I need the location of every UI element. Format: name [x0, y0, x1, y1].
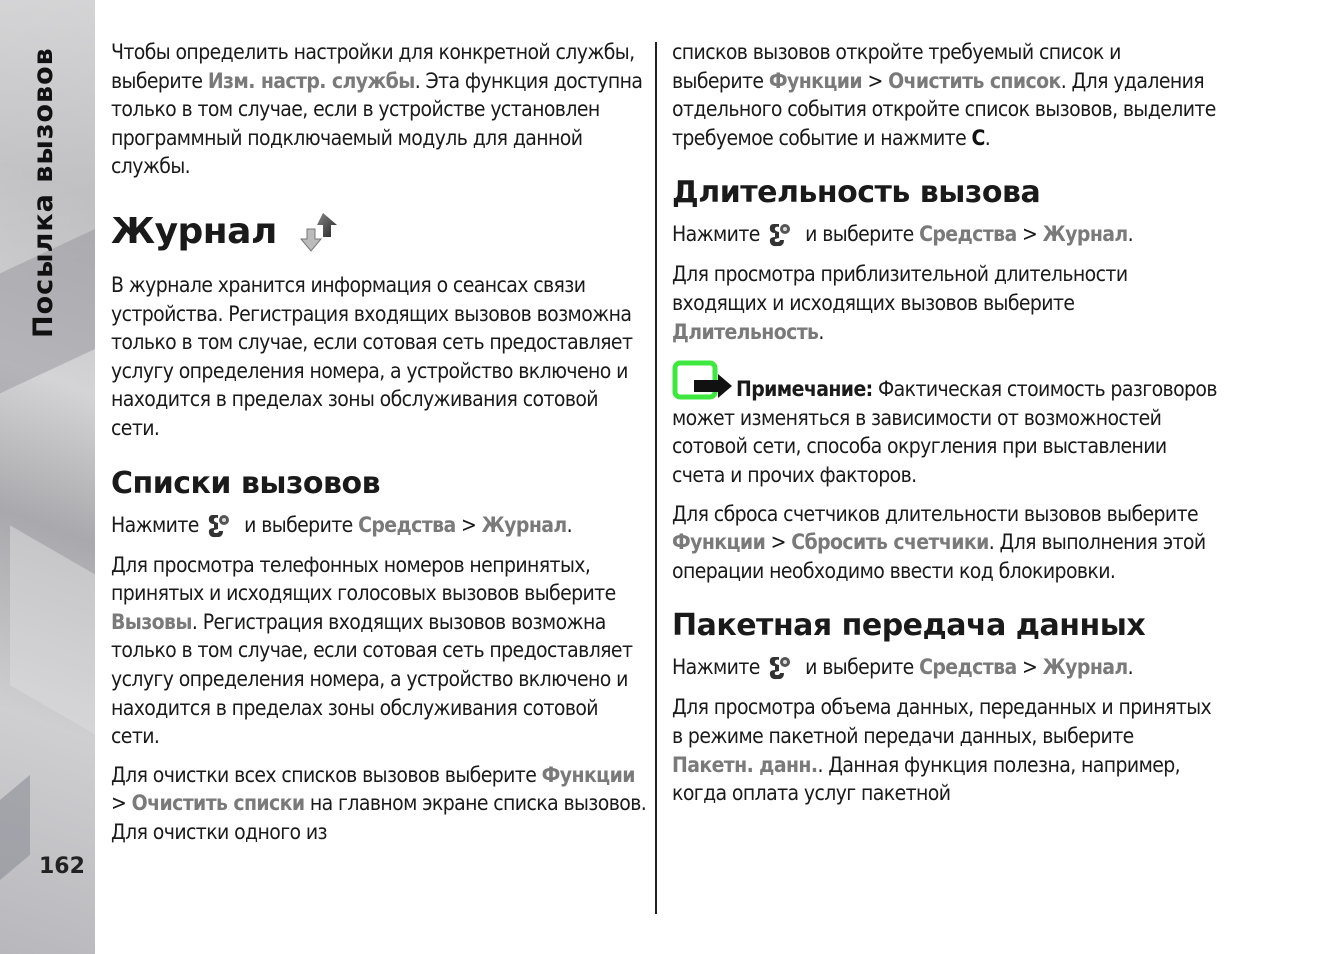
decorative-shard [0, 775, 30, 905]
ui-term: Средства [358, 512, 456, 537]
menu-key-icon [766, 220, 792, 250]
ui-term: Функции [541, 762, 635, 787]
ui-term: Пакетн. данн. [672, 752, 818, 777]
duration-paragraph: Для просмотра приблизительной длительности входящих и исходящих вызовов выберите Длительность. [672, 262, 1128, 344]
duration-nav: Нажмите и выберите Средства > Журнал. [672, 220, 1217, 250]
ui-term: Изм. настр. службы [207, 68, 415, 93]
log-heading: Журнал [111, 209, 651, 255]
packet-nav: Нажмите и выберите Средства > Журнал. [672, 653, 1217, 683]
call-lists-paragraph: Для просмотра телефонных номеров непринятых, принятых и исходящих голосовых вызовов выберите Вызовы. Регистрация входящих вызовов возможна только в том случае, если сотовая сеть предоставляет услугу определения номера, а устройство включено и находится в пределах зоны обслуживания сотовой сети. [111, 552, 633, 749]
ui-term: Журнал [1042, 655, 1128, 680]
ui-term: Очистить список [888, 68, 1061, 93]
ui-term: Вызовы [111, 609, 192, 634]
clear-lists-paragraph: Для очистки всех списков вызовов выберите Функции > Очистить списки на главном экране списка вызовов. Для очистки одного из [111, 762, 647, 844]
section-title: Посылка вызовов [28, 47, 59, 338]
sidebar-band [0, 0, 95, 954]
note-icon [672, 360, 734, 402]
packet-data-heading: Пакетная передача данных [672, 608, 1146, 644]
menu-key-icon [766, 653, 792, 683]
ui-term: Очистить списки [131, 791, 305, 816]
ui-term: Функции [768, 68, 863, 93]
ui-term: Средства [919, 655, 1017, 680]
log-paragraph: В журнале хранится информация о сеансах связи устройства. Регистрация входящих вызовов возможна только в том случае, если сотовая сеть предоставляет услугу определения номера, а устройство включено и находится в пределах зоны обслуживания сотовой сети. [111, 272, 633, 440]
column-divider [655, 42, 657, 914]
key-c: C [971, 125, 985, 150]
clear-list-paragraph: списков вызовов откройте требуемый список и выберите Функции > Очистить список. Для удаления отдельного события откройте список вызовов, выделите требуемое событие и нажмите C. [672, 40, 1216, 150]
call-lists-heading: Списки вызовов [111, 465, 381, 501]
call-lists-nav: Нажмите и выберите Средства > Журнал. [111, 511, 651, 541]
ui-term: Средства [919, 222, 1017, 247]
note-paragraph: Примечание: Фактическая стоимость разговоров может изменяться в зависимости от возможностей сотовой сети, способа округления при выставлении счета и прочих факторов. [672, 360, 1217, 489]
ui-term: Длительность [672, 319, 819, 344]
packet-paragraph: Для просмотра объема данных, переданных и принятых в режиме пакетной передачи данных, выберите Пакетн. данн.. Данная функция полезна, например, когда оплата услуг пакетной [672, 695, 1212, 806]
log-arrows-icon [293, 209, 347, 255]
ui-term: Сбросить счетчики [791, 530, 989, 555]
right-column [672, 38, 1217, 818]
ui-term: Журнал [1042, 222, 1128, 247]
ui-term: Функции [672, 530, 766, 555]
menu-key-icon [205, 511, 231, 541]
decorative-shard [10, 525, 95, 754]
duration-heading: Длительность вызова [672, 175, 1041, 211]
ui-term: Журнал [481, 512, 567, 537]
reset-paragraph: Для сброса счетчиков длительности вызовов выберите Функции > Сбросить счетчики. Для выполнения этой операции необходимо ввести код блокировки. [672, 501, 1206, 583]
left-column [111, 38, 651, 856]
page-number: 162 [39, 854, 85, 879]
intro-paragraph: Чтобы определить настройки для конкретной службы, выберите Изм. настр. службы. Эта функция доступна только в том случае, если в устройстве установлен программный подключаемый модуль для данной службы. [111, 40, 643, 179]
